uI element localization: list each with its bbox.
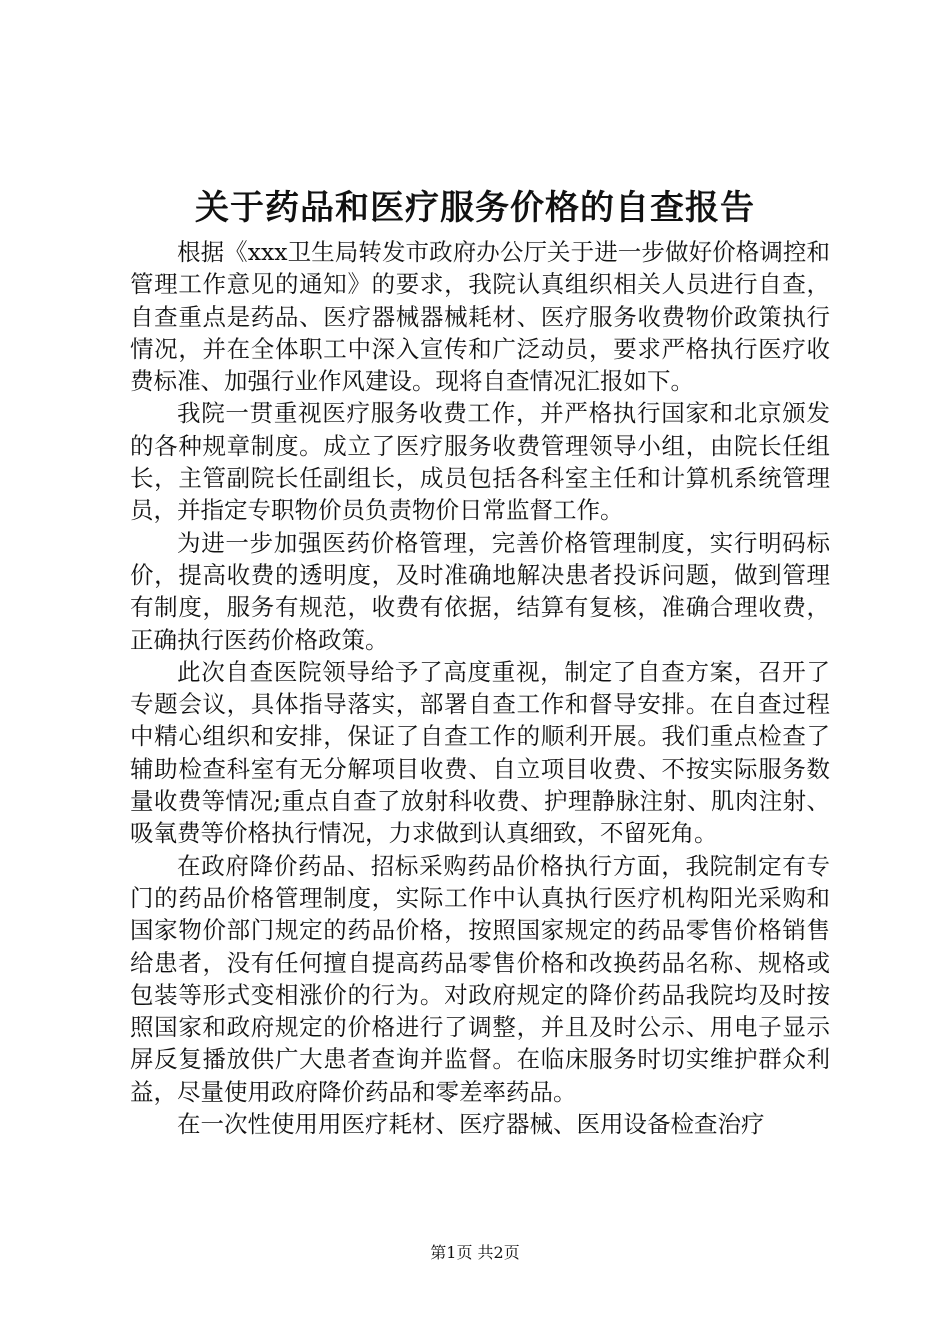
- paragraph: 此次自查医院领导给予了高度重视，制定了自查方案，召开了专题会议，具体指导落实，部署自查工作和督导安排。在自查过程中精心组织和安排，保证了自查工作的顺利开展。我们重点检查了辅助检查科室有无分解项目收费、自立项目收费、不按实际服务数量收费等情况;重点自查了放射科收费、护理静脉注射、肌肉注射、吸氧费等价格执行情况，力求做到认真细致，不留死角。: [130, 657, 830, 848]
- paragraph: 为进一步加强医药价格管理，完善价格管理制度，实行明码标价，提高收费的透明度，及时准确地解决患者投诉问题，做到管理有制度，服务有规范，收费有依据，结算有复核，准确合理收费，正确执行医药价格政策。: [130, 528, 830, 654]
- document-title: 关于药品和医疗服务价格的自查报告: [195, 188, 755, 228]
- page-number-footer: 第1页 共2页: [430, 1243, 520, 1262]
- document-body: [130, 236, 830, 1140]
- paragraph: 在政府降价药品、招标采购药品价格执行方面，我院制定有专门的药品价格管理制度，实际工作中认真执行医疗机构阳光采购和国家物价部门规定的药品价格，按照国家规定的药品零售价格销售给患者，没有任何擅自提高药品零售价格和改换药品名称、规格或包装等形式变相涨价的行为。对政府规定的降价药品我院均及时按照国家和政府规定的价格进行了调整，并且及时公示、用电子显示屏反复播放供广大患者查询并监督。在临床服务时切实维护群众利益，尽量使用政府降价药品和零差率药品。: [130, 851, 830, 1106]
- paragraph: 我院一贯重视医疗服务收费工作，并严格执行国家和北京颁发的各种规章制度。成立了医疗服务收费管理领导小组，由院长任组长，主管副院长任副组长，成员包括各科室主任和计算机系统管理员，并指定专职物价员负责物价日常监督工作。: [130, 399, 830, 525]
- paragraph: 根据《xxx卫生局转发市政府办公厅关于进一步做好价格调控和管理工作意见的通知》的要求，我院认真组织相关人员进行自查，自查重点是药品、医疗器械器械耗材、医疗服务收费物价政策执行情况，并在全体职工中深入宣传和广泛动员，要求严格执行医疗收费标准、加强行业作风建设。现将自查情况汇报如下。: [130, 238, 830, 396]
- paragraph: 在一次性使用用医疗耗材、医疗器械、医用设备检查治疗: [177, 1110, 765, 1139]
